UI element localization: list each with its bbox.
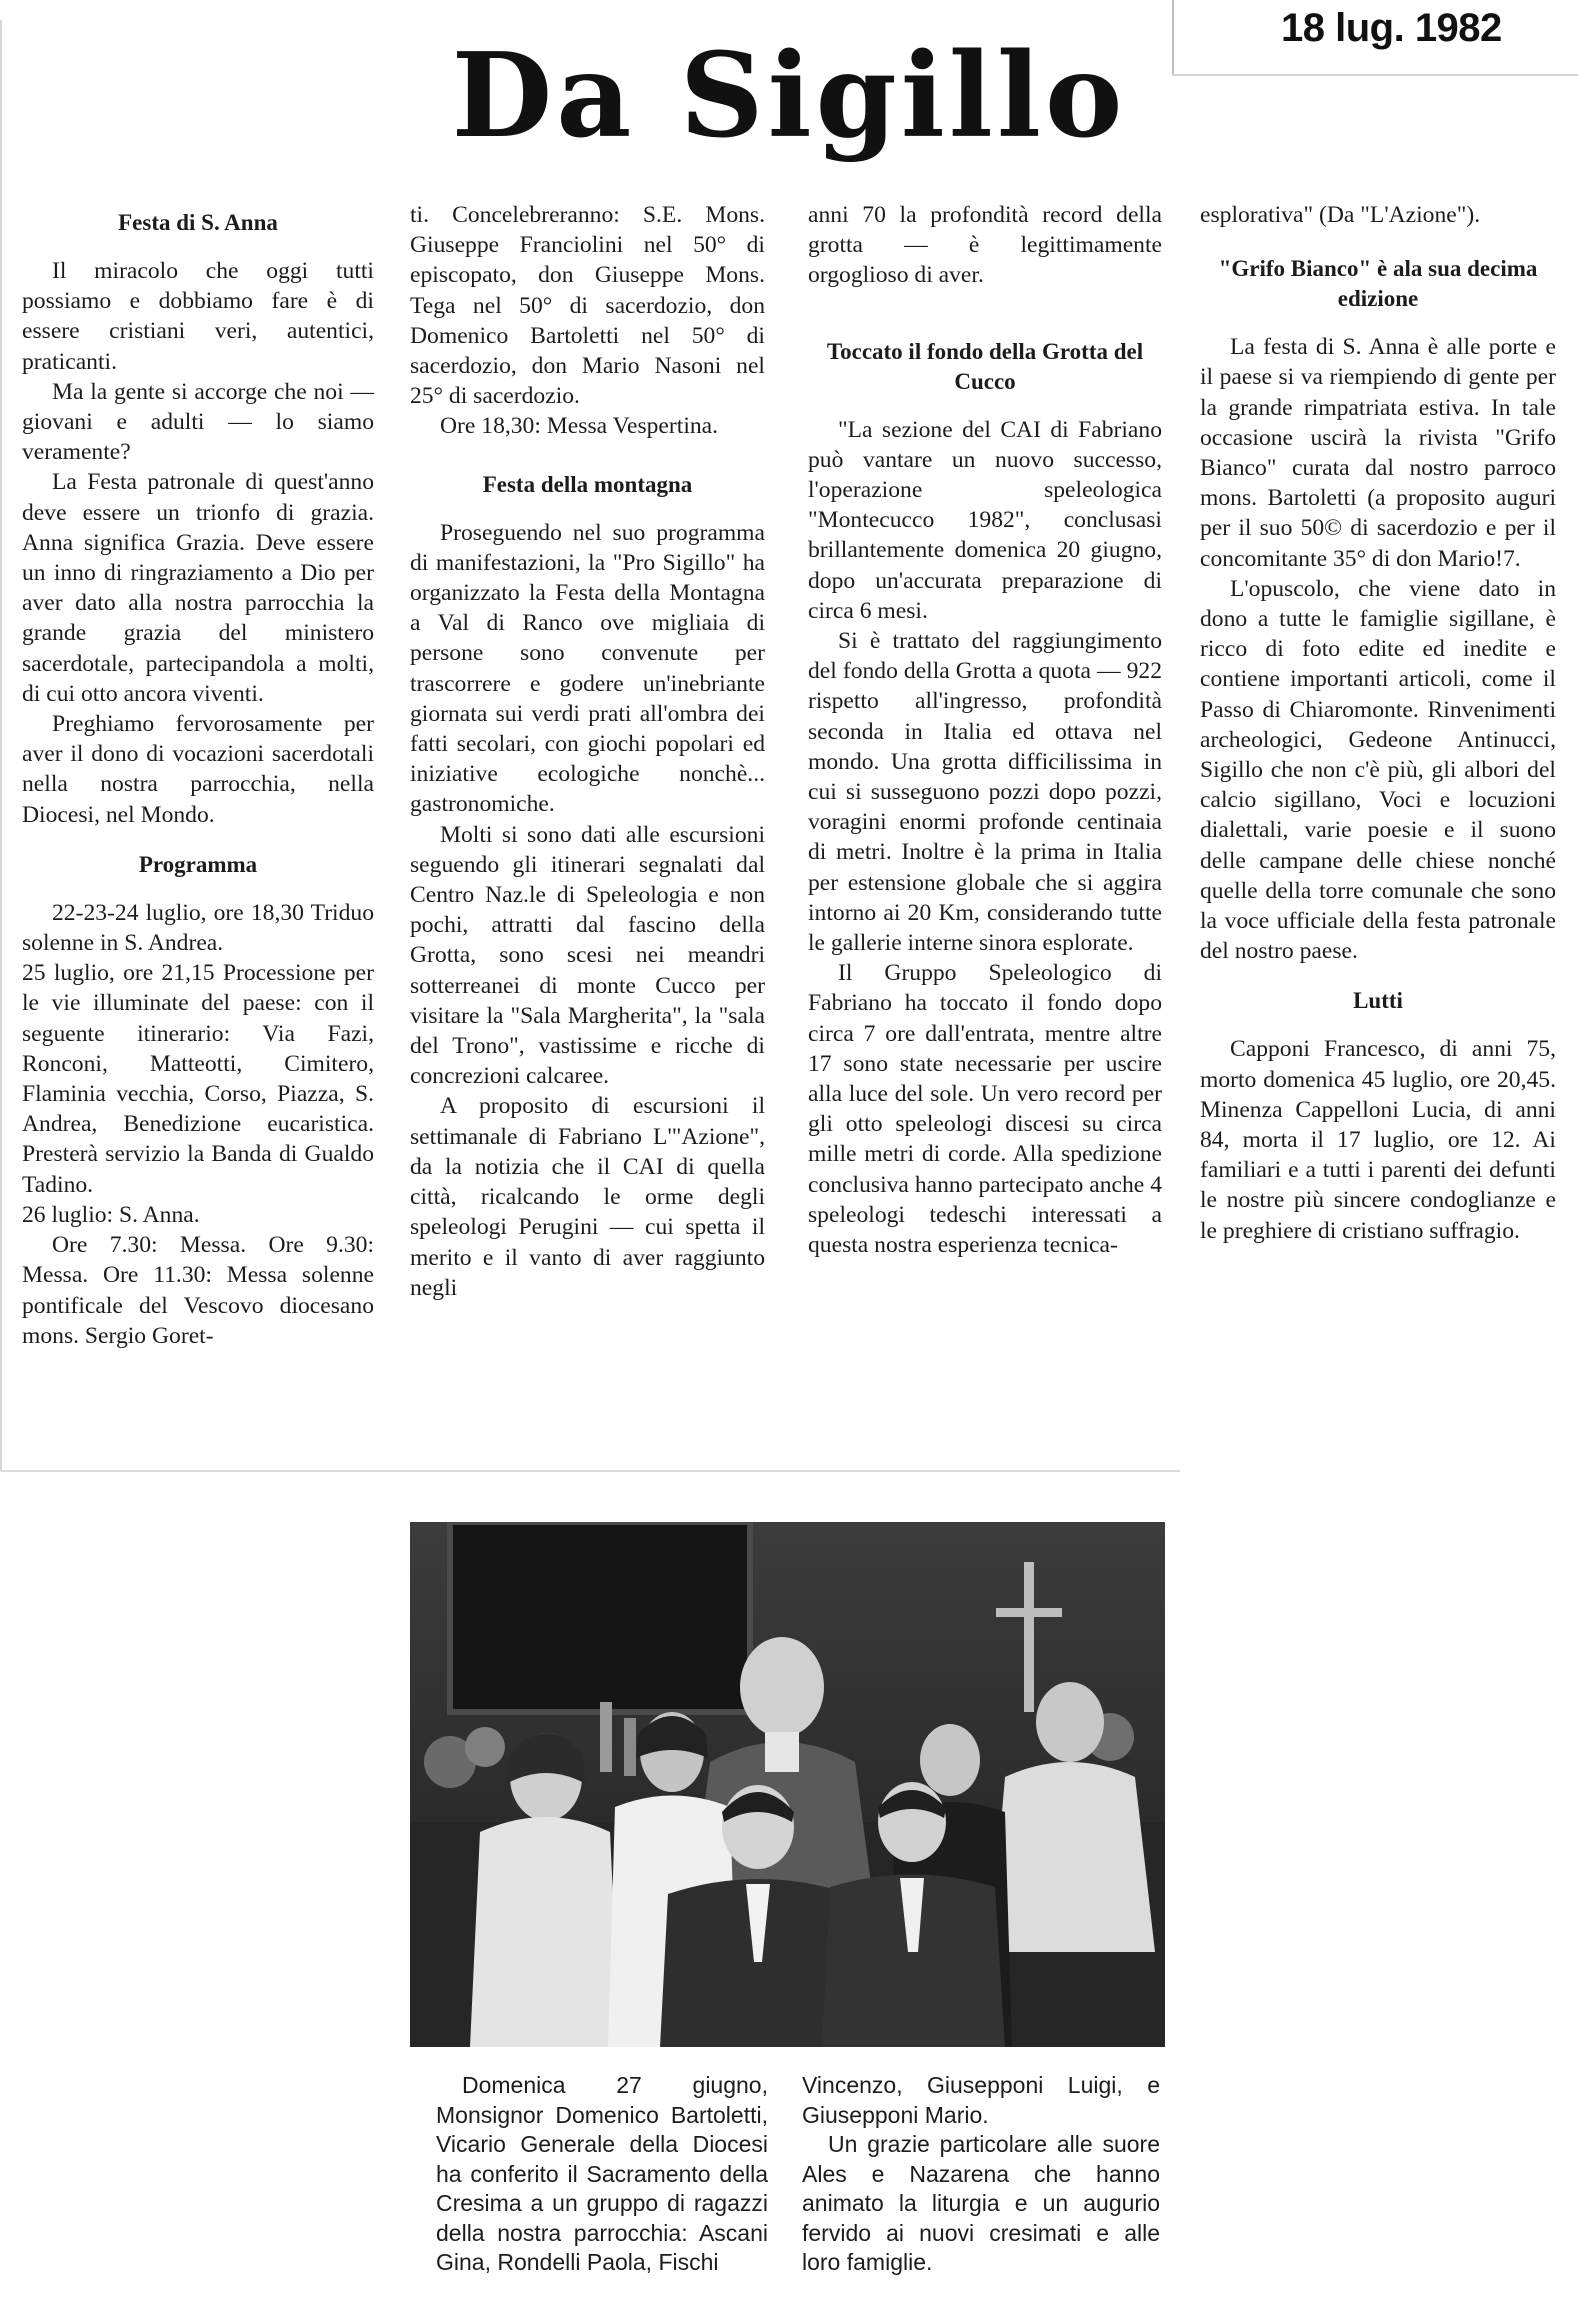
paragraph: Preghiamo fervorosamente per aver il dono di vocazioni sacerdotali nella nostra parrocchia, nella Diocesi, nel Mondo.: [22, 711, 374, 828]
paragraph: Proseguendo nel suo programma di manifestazioni, la "Pro Sigillo" ha organizzato la Festa della Montagna a Val di Ranco ove migliaia di persone sono convenute per trascorrere e godere un'inebriante giornata sui verdi prati all'ombra dei fatti secolari, con giochi popolari ed iniziative ecologiche nonchè... gastronomiche.: [410, 519, 765, 818]
paragraph: Ore 7.30: Messa. Ore 9.30: Messa. Ore 11.30: Messa solenne pontificale del Vescovo diocesano mons. Sergio Goret-: [22, 1232, 374, 1349]
paragraph: La Festa patronale di quest'anno deve essere un trionfo di grazia. Anna significa Grazia. Deve essere un inno di ringraziamento a Dio per aver dato alla nostra parrocchia la grande grazia del ministero sacerdotale, partecipandola a molti, di cui otto ancora viventi.: [22, 469, 374, 707]
paragraph: ti. Concelebreranno: S.E. Mons. Giuseppe Franciolini nel 50° di episcopato, don Giuseppe Mons. Tega nel 50° di sacerdozio, don Domenico Bartoletti nel 50° di sacerdozio, don Mario Nasoni nel 25° di sacerdozio.: [410, 202, 765, 410]
article-column-4: [1200, 200, 1556, 1246]
section-heading-lutti: Lutti: [1353, 988, 1403, 1014]
paragraph: "La sezione del CAI di Fabriano può vantare un nuovo successo, l'operazione speleologica "Montecucco 1982", conclusasi brillantemente domenica 20 giugno, dopo un'accurata preparazione di circa 6 mesi.: [808, 416, 1162, 624]
clipping-edge-left: [0, 20, 2, 1470]
masthead-title: Da Sigillo: [451, 28, 1127, 164]
paragraph: Si è trattato del raggiungimento del fondo della Grotta a quota — 922 rispetto all'ingresso, profondità seconda in Italia ed ottava nel mondo. Una grotta difficilissima in cui si susseguono pozzi dopo pozzi, voragini enormi profonde centinaia di metri. Inoltre è la prima in Italia per estensione globale che si aggira intorno ai 20 Km, considerando tutte le gallerie interne sinora esplorate.: [808, 628, 1162, 957]
paragraph: L'opuscolo, che viene dato in dono a tutte le famiglie sigillane, è ricco di foto edite ed inedite e contiene importanti articoli, come il Passo di Chiaromonte. Rinvenimenti archeologici, Gedeone Antinucci, Sigillo che non c'è più, gli albori del calcio sigillano, Voci e locuzioni dialettali, varie poesie e il suono delle campane delle chiese nonché quelle della torre comunale che sono la voce ufficiale della festa patronale del nostro paese.: [1200, 575, 1556, 965]
section-heading-grifo-bianco: "Grifo Bianco" è ala sua decima edizione: [1218, 256, 1538, 312]
news-photo-confirmation-group: [410, 1522, 1165, 2047]
article-column-1: [22, 200, 374, 1351]
clipping-date: 18 lug. 1982: [1281, 6, 1502, 50]
paragraph: La festa di S. Anna è alle porte e il paese si va riempiendo di gente per la grande rimpatriata estiva. In tale occasione uscirà la rivista "Grifo Bianco" curata dal nostro parroco mons. Bartoletti (a proposito auguri per il suo 50© di sacerdozio e per il concomitante 35° di don Mario!7.: [1200, 334, 1556, 572]
caption-paragraph: Un grazie particolare alle suore Ales e Nazarena che hanno animato la liturgia e un augurio fervido ai nuovi cresimati e alle loro famiglie.: [802, 2131, 1160, 2275]
paragraph: 25 luglio, ore 21,15 Processione per le vie illuminate del paese: con il seguente itinerario: Via Fazi, Ronconi, Matteotti, Cimitero, Flaminia vecchia, Corso, Piazza, S. Andrea, Benedizione eucaristica. Presterà servizio la Banda di Gualdo Tadino.: [22, 960, 374, 1198]
paragraph: Molti si sono dati alle escursioni seguendo gli itinerari segnalati dal Centro Naz.le di Speleologia e non pochi, attratti dal fascino della Grotta, sono scesi nei meandri sotterreanei di monte Cucco per visitare la "Sala Margherita", la "sala del Trono", vastissime e ricche di concrezioni calcaree.: [410, 821, 765, 1090]
section-heading-festa-di-s-anna: Festa di S. Anna: [118, 210, 278, 235]
paragraph: Ore 18,30: Messa Vespertina.: [440, 413, 719, 440]
caption-paragraph: Domenica 27 giugno, Monsignor Domenico Bartoletti, Vicario Generale della Diocesi ha conferito il Sacramento della Cresima a un gruppo di ragazzi della nostra parrocchia: Ascani Gina, Rondelli Paola, Fischi: [436, 2072, 768, 2275]
paragraph: esplorativa" (Da "L'Azione").: [1200, 202, 1481, 228]
paragraph: anni 70 la profondità record della grotta — è legittimamente orgoglioso di aver.: [808, 202, 1162, 289]
paragraph: Capponi Francesco, di anni 75, morto domenica 45 luglio, ore 20,45. Minenza Cappelloni Lucia, di anni 84, morta il 17 luglio, ore 12. Ai familiari e a tutti i parenti dei defunti le nostre più sincere condoglianze e le preghiere di cristiano suffragio.: [1200, 1036, 1556, 1244]
caption-paragraph: Vincenzo, Giusepponi Luigi, e Giusepponi Mario.: [802, 2072, 1160, 2128]
clipping-edge-bottom: [0, 1470, 1180, 1472]
section-heading-festa-della-montagna: Festa della montagna: [482, 471, 693, 497]
paragraph: 26 luglio: S. Anna.: [22, 1201, 200, 1228]
paragraph: Il Gruppo Speleologico di Fabriano ha toccato il fondo dopo circa 7 ore dall'entrata, mentre altre 17 sono state necessarie per uscire alla luce del sole. Un vero record per gli otto speleologi discesi su circa mille metri di corde. Alla spedizione conclusiva hanno partecipato anche 4 speleologi tedeschi interessati a questa nostra esperienza tecnica-: [808, 960, 1162, 1259]
paragraph: Il miracolo che oggi tutti possiamo e dobbiamo fare è di essere cristiani veri, autentici, praticanti.: [22, 258, 374, 375]
photo-illustration: [410, 1522, 1165, 2047]
article-column-2: [410, 200, 765, 1303]
paragraph: A proposito di escursioni il settimanale di Fabriano L'"Azione", da la notizia che il CAI di quella città, ricalcando le orme degli speleologi Perugini — cui spetta il merito e il vanto di aver raggiunto negli: [410, 1093, 765, 1301]
section-heading-programma: Programma: [138, 851, 258, 877]
paragraph: 22-23-24 luglio, ore 18,30 Triduo solenne in S. Andrea.: [22, 899, 374, 957]
photo-caption-right: [802, 2071, 1160, 2278]
photo-caption-left: [436, 2071, 768, 2278]
section-heading-toccato-il-fondo: Toccato il fondo della Grotta del Cucco: [826, 338, 1144, 394]
paragraph: Ma la gente si accorge che noi — giovani e adulti — lo siamo veramente?: [22, 378, 374, 466]
article-column-3: [808, 200, 1162, 1260]
